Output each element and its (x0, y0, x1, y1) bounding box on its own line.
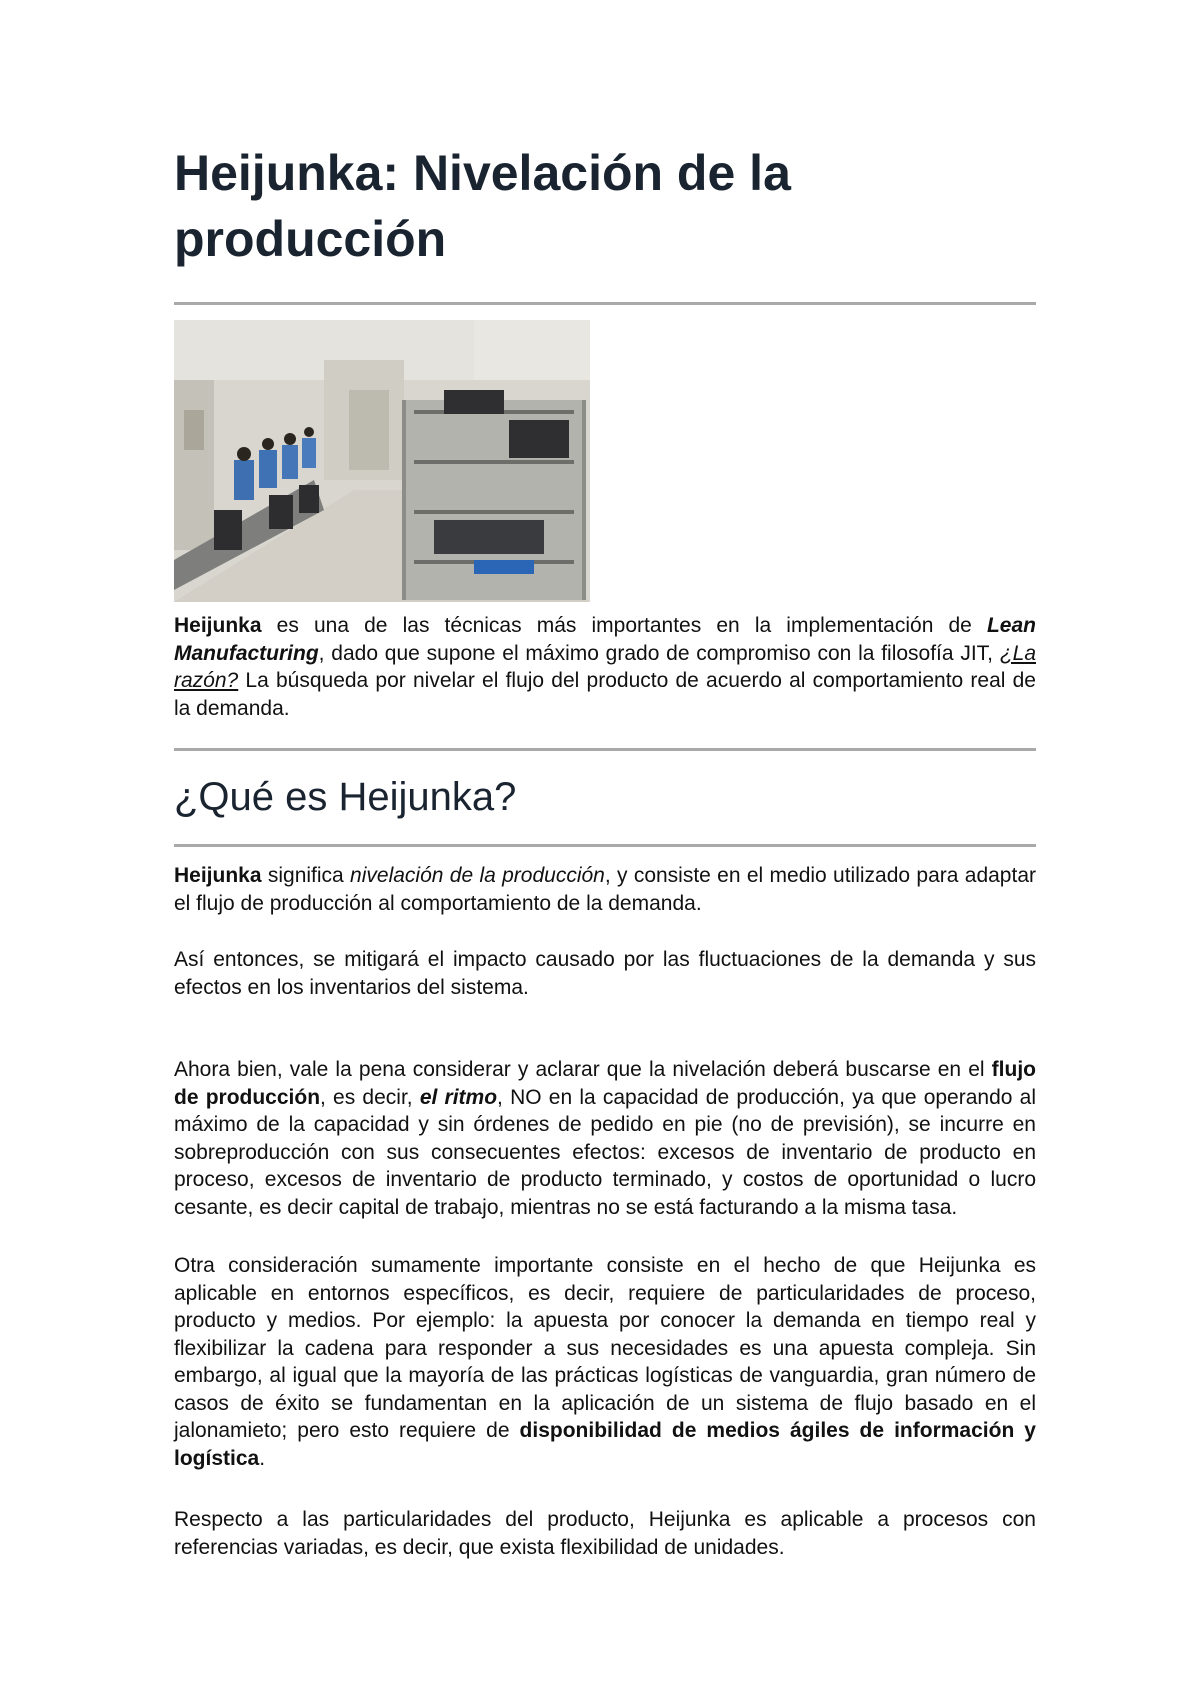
leveling-paragraph (174, 1056, 1036, 1221)
definition-term: Heijunka (174, 864, 262, 887)
leveling-bold: flujo de producción (174, 1058, 1036, 1109)
intro-text-2: , dado que supone el máximo grado de compromiso con la filosofía JIT, (318, 641, 1000, 665)
consideration-bold: disponibilidad de medios ágiles de información y logística (174, 1419, 1036, 1470)
consideration-text-2: . (259, 1446, 266, 1470)
definition-text-1: significa (261, 864, 351, 887)
definition-text-2: , y consiste en el medio utilizado para adaptar el flujo de producción al comportamiento de la demanda. (174, 864, 1036, 915)
intro-text-3: La búsqueda por nivelar el flujo del producto de acuerdo al comportamiento real de la demanda. (174, 669, 1036, 720)
product-paragraph: Respecto a las particularidades del producto, Heijunka es aplicable a procesos con referencias variadas, es decir, que exista flexibilidad de unidades. (174, 1508, 1036, 1559)
divider-top (174, 302, 1036, 305)
leveling-text-3: , NO en la capacidad de producción, ya que operando al máximo de la capacidad y sin órdenes de pedido en pie (no de previsión), se incurre en sobreproducción con sus consecuentes efectos: excesos de inventario de producto en proceso, excesos de inventario de producto terminado, y costos de oportunidad o lucro cesante, es decir capital de trabajo, mientras no se está facturando a la misma tasa. (174, 1085, 1036, 1219)
divider-middle (174, 748, 1036, 751)
definition-italic: nivelación de la producción (350, 864, 605, 887)
divider-section (174, 844, 1036, 847)
intro-text-1: es una de las técnicas más importantes en la implementación de (261, 614, 987, 637)
intro-term: Heijunka (174, 614, 262, 637)
consideration-paragraph (174, 1252, 1036, 1472)
factory-image (174, 320, 590, 602)
intro-lean-term: Lean Manufacturing (174, 614, 1036, 665)
definition-paragraph (174, 862, 1036, 917)
page-title: Heijunka: Nivelación de la producción (174, 145, 791, 267)
leveling-text-2: , es decir, (320, 1085, 420, 1109)
impact-paragraph: Así entonces, se mitigará el impacto causado por las fluctuaciones de la demanda y sus efectos en los inventarios del sistema. (174, 948, 1036, 999)
leveling-rhythm: el ritmo (419, 1085, 498, 1109)
intro-paragraph (174, 612, 1036, 722)
consideration-text-1: Otra consideración sumamente importante consiste en el hecho de que Heijunka es aplicable en entornos específicos, es decir, requiere de particularidades de proceso, producto y medios. Por ejemplo: la apuesta por conocer la demanda en tiempo real y flexibilizar la cadena para responder a sus necesidades es una apuesta compleja. Sin embargo, al igual que la mayoría de las prácticas logísticas de vanguardia, gran número de casos de éxito se fundamentan en la aplicación de un sistema de flujo basado en el jalonamieto; pero esto requiere de (174, 1254, 1036, 1442)
intro-question: ¿La razón? (174, 641, 1036, 692)
section-heading: ¿Qué es Heijunka? (174, 775, 517, 819)
factory-photo (174, 320, 590, 602)
leveling-text-1: Ahora bien, vale la pena considerar y aclarar que la nivelación deberá buscarse en el (174, 1058, 992, 1081)
